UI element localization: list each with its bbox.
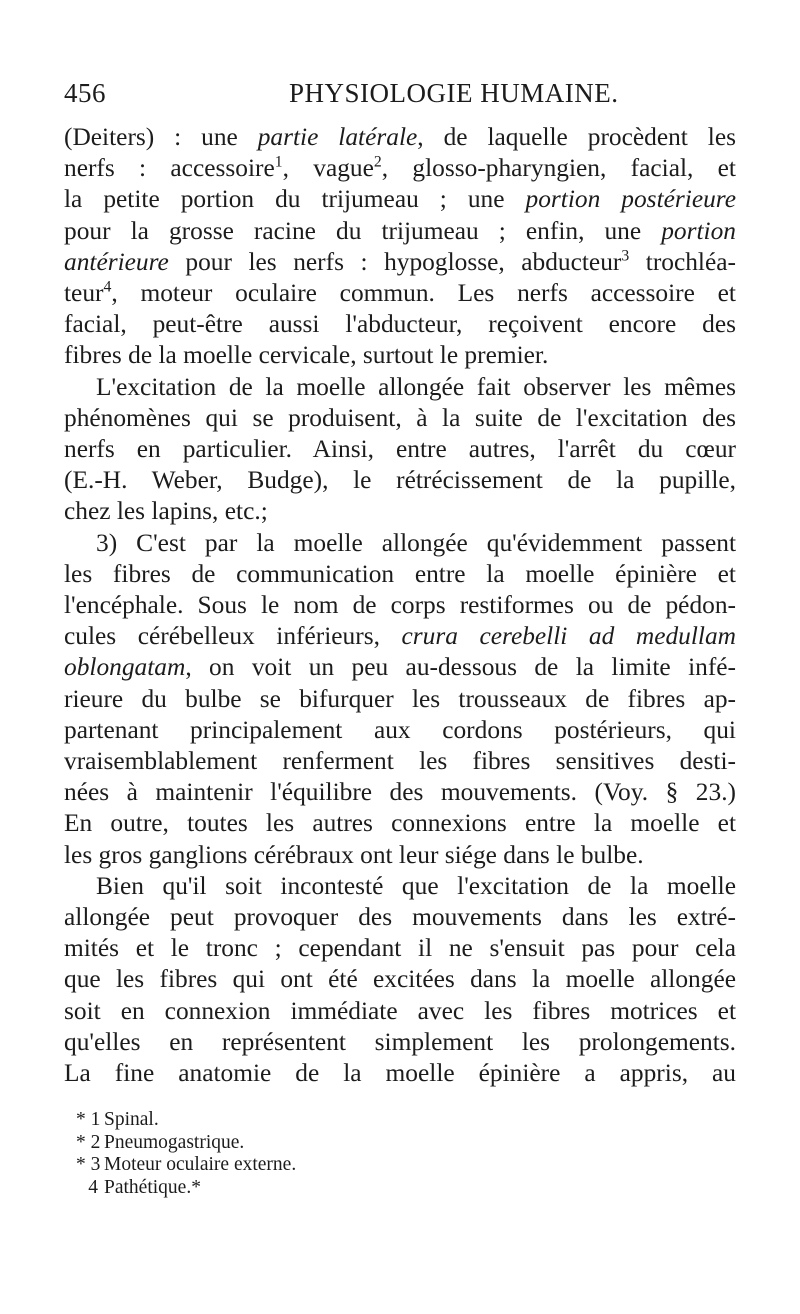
running-head — [64, 78, 736, 116]
text-run: vraisemblablement renferment les fibres sensitives desti- — [64, 747, 736, 776]
book-page — [64, 78, 736, 1199]
text-run: soit en connexion immédiate avec les fibres motrices et — [64, 996, 736, 1025]
text-run: fibres de la moelle cervicale, surtout le premier. — [64, 341, 549, 370]
footnote-mark: * 1 — [76, 1109, 101, 1131]
text-line — [64, 871, 736, 902]
text-run: chez les lapins, etc.; — [64, 497, 268, 526]
text-line — [64, 590, 736, 621]
footnote-mark: 4 — [88, 1176, 98, 1198]
text-line — [64, 434, 736, 465]
page-number: 456 — [64, 78, 106, 108]
text-line — [64, 372, 736, 403]
text-run: nerfs en particulier. Ainsi, entre autres, l'arrêt du cœur — [64, 435, 736, 464]
text-line — [64, 278, 736, 309]
text-line — [64, 153, 736, 184]
text-line — [64, 996, 736, 1027]
text-line — [64, 1058, 736, 1089]
footnote-text: Pneumogastrique. — [104, 1131, 245, 1153]
text-run: cules cérébelleux inférieurs, — [64, 622, 402, 651]
text-run: que les fibres qui ont été excitées dans la moelle allongée — [64, 965, 736, 994]
text-run: la petite portion du trijumeau ; une — [64, 185, 526, 214]
footnote-text: Spinal. — [104, 1109, 159, 1131]
text-line — [64, 840, 736, 871]
italic-term: partie latérale — [257, 123, 418, 151]
text-line — [64, 777, 736, 808]
footnote — [76, 1154, 736, 1177]
text-run: allongée peut provoquer des mouvements dans les extré- — [64, 903, 736, 932]
text-run: teur — [64, 279, 104, 308]
body-text — [64, 122, 736, 1089]
text-run: les gros ganglions cérébraux ont leur siége dans le bulbe. — [64, 840, 644, 869]
text-run: trochléa- — [629, 247, 736, 276]
text-line — [64, 715, 736, 746]
footnote — [76, 1177, 736, 1200]
text-run: (E.-H. Weber, Budge), le rétrécissement de la pupille, — [64, 466, 736, 495]
text-run: partenant principalement aux cordons postérieurs, qui — [64, 715, 736, 744]
text-run: , on voit un peu au-dessous de la limite infé- — [185, 653, 736, 682]
text-run: qu'elles en représentent simplement les prolongements. — [64, 1027, 736, 1056]
text-line — [64, 902, 736, 933]
text-run: l'encéphale. Sous le nom de corps restiformes ou de pédon- — [64, 591, 736, 620]
text-line — [64, 964, 736, 995]
text-run: La fine anatomie de la moelle épinière a appris, au — [64, 1059, 736, 1088]
text-line — [64, 216, 736, 247]
italic-term: antérieure — [64, 247, 169, 276]
text-line — [64, 184, 736, 215]
text-line — [64, 403, 736, 434]
footnote-text: Pathétique.* — [104, 1176, 201, 1198]
footnote — [76, 1109, 736, 1132]
footnote-text: Moteur oculaire externe. — [104, 1154, 297, 1176]
text-line — [64, 746, 736, 777]
footnote-ref: 2 — [373, 153, 382, 171]
italic-term: oblongatam — [64, 653, 186, 682]
footnotes — [76, 1109, 736, 1199]
text-run: rieure du bulbe se bifurquer les trousseaux de fibres ap- — [64, 684, 736, 713]
footnote-mark: * 3 — [76, 1154, 101, 1176]
text-run: facial, peut-être aussi l'abducteur, reçoivent encore des — [64, 310, 736, 339]
text-line — [64, 528, 736, 559]
text-run: nées à maintenir l'équilibre des mouvements. (Voy. § 23.) — [64, 778, 736, 807]
text-line — [64, 621, 736, 652]
text-run: , de laquelle procèdent les — [417, 123, 736, 151]
text-line — [64, 247, 736, 278]
text-run: nerfs : accessoire — [64, 154, 275, 183]
italic-term: portion postérieure — [525, 185, 736, 214]
footnote-ref: 1 — [274, 153, 283, 171]
text-run: (Deiters) : une — [64, 123, 258, 151]
text-line — [64, 496, 736, 527]
text-run: , vague — [282, 154, 374, 183]
text-run: , glosso-pharyngien, facial, et — [381, 154, 736, 183]
text-line — [64, 808, 736, 839]
italic-term: portion — [661, 216, 736, 245]
text-line — [64, 340, 736, 371]
text-run: Bien qu'il soit incontesté que l'excitation de la moelle — [96, 871, 736, 900]
text-run: L'excitation de la moelle allongée fait observer les mêmes — [96, 372, 736, 401]
text-line — [64, 652, 736, 683]
running-title: PHYSIOLOGIE HUMAINE. — [289, 78, 619, 108]
footnote-ref: 3 — [621, 247, 630, 265]
text-line — [64, 933, 736, 964]
text-line — [64, 1027, 736, 1058]
italic-term: crura cerebelli ad medullam — [401, 622, 736, 651]
text-line — [64, 465, 736, 496]
text-line — [64, 684, 736, 715]
text-line — [64, 559, 736, 590]
text-line — [64, 122, 736, 153]
text-run: les fibres de communication entre la moelle épinière et — [64, 559, 736, 588]
text-run: En outre, toutes les autres connexions entre la moelle et — [64, 809, 736, 838]
footnote — [76, 1132, 736, 1155]
text-run: 3) C'est par la moelle allongée qu'évidemment passent — [96, 528, 736, 557]
text-run: , moteur oculaire commun. Les nerfs accessoire et — [111, 279, 736, 308]
text-run: phénomènes qui se produisent, à la suite de l'excitation des — [64, 403, 736, 432]
footnote-ref: 4 — [103, 278, 112, 296]
footnote-mark: * 2 — [76, 1131, 101, 1153]
text-run: mités et le tronc ; cependant il ne s'ensuit pas pour cela — [64, 934, 736, 963]
text-run: pour la grosse racine du trijumeau ; enfin, une — [64, 216, 662, 245]
text-line — [64, 309, 736, 340]
text-run: pour les nerfs : hypoglosse, abducteur — [168, 247, 622, 276]
